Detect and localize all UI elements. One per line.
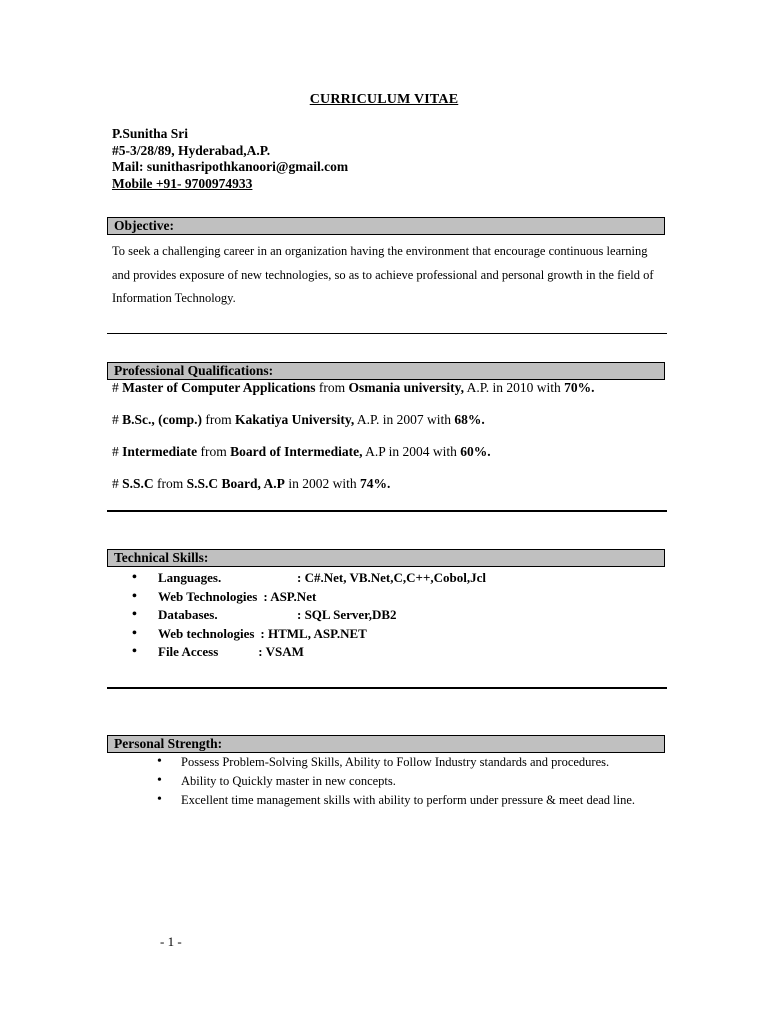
document-title: CURRICULUM VITAE (309, 92, 459, 107)
qualification-institution: Board of Intermediate (230, 444, 360, 459)
objective-heading: Objective: (107, 217, 665, 235)
strength-item: • Ability to Quickly master in new concepts. (155, 773, 675, 789)
address: #5-3/28/89, Hyderabad,A.P. (112, 142, 271, 158)
skill-label: Web Technologies (158, 588, 258, 604)
skill-value: : VSAM (258, 644, 304, 659)
skill-item (130, 606, 486, 625)
skill-label: Web technologies (158, 625, 255, 641)
contact-block (112, 126, 348, 192)
section-divider (107, 687, 667, 689)
qualification-grade: 68%. (454, 412, 485, 427)
qualification-detail: in 2002 with (284, 476, 360, 491)
qualification-separator: , (460, 380, 465, 395)
email: Mail: sunithasripothkanoori@gmail.com (112, 159, 349, 174)
qualification-detail: A.P. in 2010 with (464, 380, 565, 395)
skill-value: : C#.Net, VB.Net,C,C++,Cobol,Jcl (297, 570, 486, 585)
skills-list (130, 569, 486, 662)
skill-item (130, 588, 486, 607)
skill-value: : HTML, ASP.NET (260, 625, 367, 641)
skill-item (130, 643, 486, 662)
qualification-item (112, 444, 491, 460)
qualification-separator: , (359, 444, 363, 459)
strength-heading: Personal Strength: (107, 735, 665, 753)
qualification-item (112, 476, 390, 492)
skill-item (130, 569, 486, 588)
skill-value: : ASP.Net (263, 588, 317, 604)
skill-item (130, 625, 486, 644)
qualification-degree: S.S.C (122, 476, 154, 491)
objective-text: To seek a challenging career in an organization having the environment that encourage continuous learning and provides exposure of new technologies, so as to achieve professional and personal growth in the field of Information Technology. (112, 244, 654, 305)
page-number: - 1 - (160, 934, 182, 949)
qualifications-heading: Professional Qualifications: (107, 362, 665, 380)
qualification-separator: , (350, 412, 355, 427)
skills-heading: Technical Skills: (107, 549, 665, 567)
qualification-prefix: # (112, 412, 123, 427)
qualification-degree: Master of Computer Applications (122, 380, 316, 395)
qualification-separator: , A.P (257, 476, 285, 491)
qualification-grade: 74%. (359, 476, 391, 491)
qualification-from: from (153, 476, 187, 491)
qualification-institution: Kakatiya University (235, 412, 351, 427)
qualification-institution: S.S.C Board (186, 476, 258, 491)
qualification-from: from (315, 380, 349, 395)
qualification-from: from (202, 412, 235, 427)
strength-list (155, 754, 675, 811)
qualification-from: from (197, 444, 231, 459)
qualification-grade: 70%. (564, 380, 595, 395)
qualification-detail: A.P in 2004 with (362, 444, 461, 459)
skill-label: Databases. (158, 607, 218, 622)
qualification-item (112, 380, 595, 396)
strength-item: • Excellent time management skills with ability to perform under pressure & meet dead line. (155, 792, 675, 808)
strength-item: • Possess Problem-Solving Skills, Ability to Follow Industry standards and procedures. (155, 754, 675, 770)
skill-label: Languages. (158, 570, 222, 585)
qualification-grade: 60%. (460, 444, 491, 459)
qualification-degree: Intermediate (122, 444, 198, 459)
qualification-prefix: # (112, 380, 123, 395)
qualification-prefix: # (112, 444, 123, 459)
qualification-degree: B.Sc., (comp.) (122, 412, 202, 427)
qualification-detail: A.P. in 2007 with (354, 412, 455, 427)
candidate-name: P.Sunitha Sri (112, 126, 189, 141)
skill-label: File Access (158, 644, 219, 659)
qualification-institution: Osmania university (348, 380, 461, 395)
section-divider (107, 333, 667, 334)
section-divider (107, 510, 667, 512)
skill-value: : SQL Server,DB2 (297, 607, 397, 622)
mobile-number: Mobile +91- 9700974933 (112, 175, 253, 191)
qualification-prefix: # (112, 476, 123, 491)
qualification-item (112, 412, 485, 428)
